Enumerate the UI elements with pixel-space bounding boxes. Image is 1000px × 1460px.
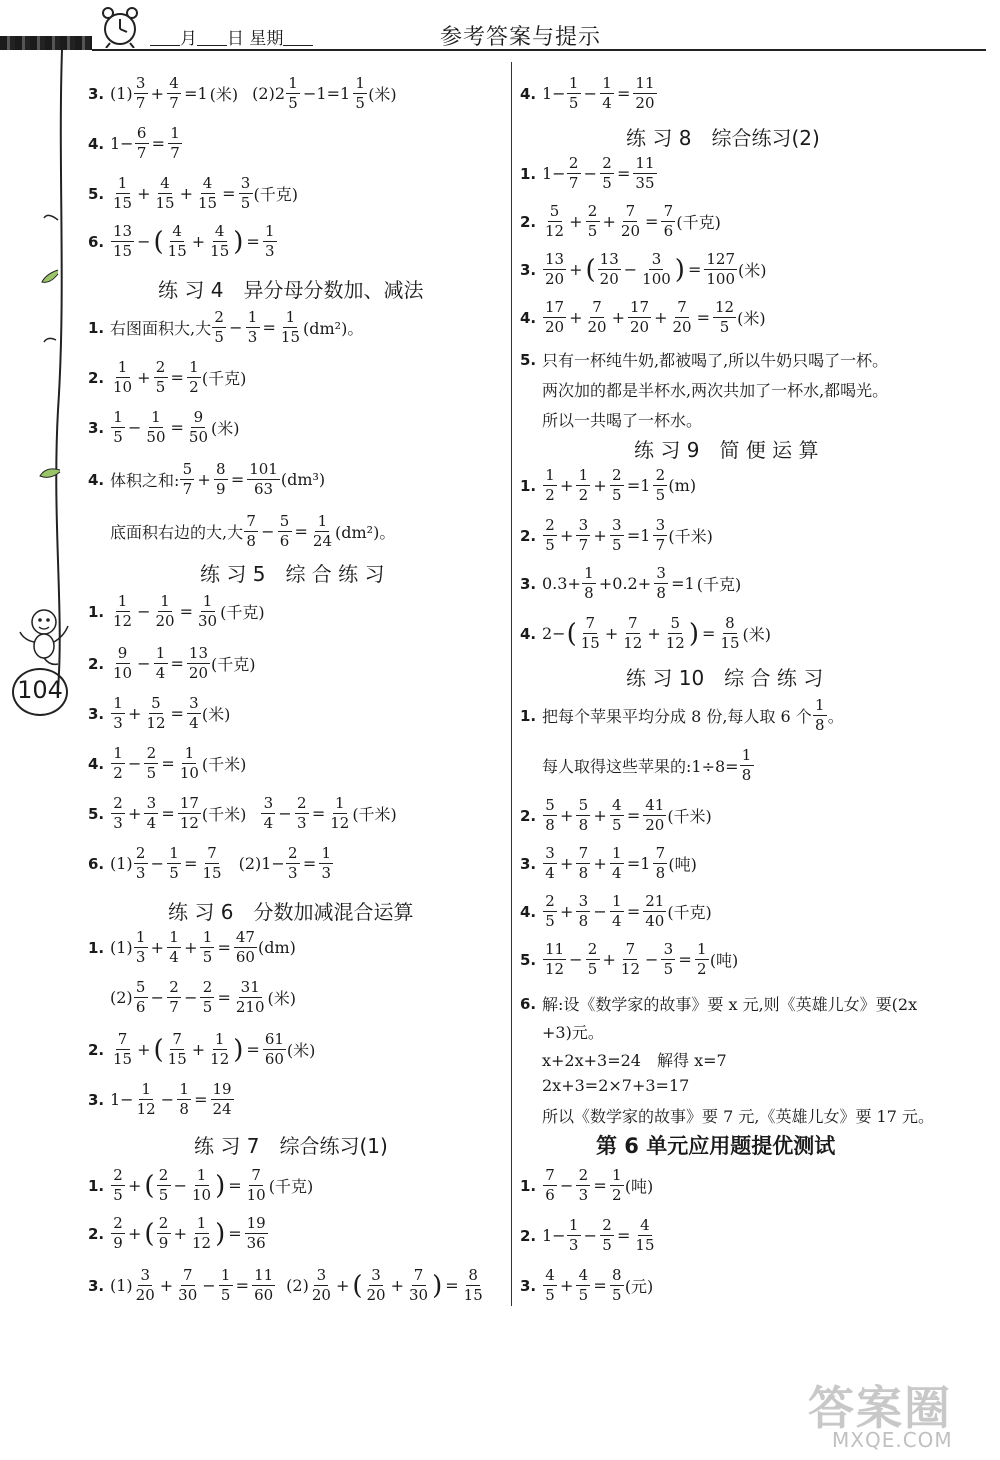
page-title: 参考答案与提示 <box>440 25 602 50</box>
answer-line: 3. 0.3+ $\frac{1}{8}$ +0.2+ $\frac{3}{8}$ =1 (千克) <box>520 564 742 602</box>
answer-line: 4. $\frac{1}{2}$ − $\frac{2}{5}$ = $\frac{1}{10}$ (千米) <box>88 744 247 782</box>
watermark-url: MXQE.COM <box>832 1428 953 1452</box>
answer-line: 2. $\frac{2}{5}$ + $\frac{3}{7}$ + $\frac{3}{5}$ =1 $\frac{3}{7}$ (千米) <box>520 516 713 554</box>
answer-line: 1. 把每个苹果平均分成 8 份,每人取 6 个 $\frac{1}{8}$ 。 <box>520 696 844 734</box>
answer-line: 3. (1) $\frac{3}{20}$ + $\frac{7}{30}$ − $\frac{1}{5}$ = $\frac{11}{60}$ (2) $\frac{3}{20}$ + ( $\frac{3}{20}$ + $\frac{7}{30}$ ) = $\frac{8}{15}$ <box>88 1266 483 1304</box>
answer-line: 2. $\frac{5}{8}$ + $\frac{5}{8}$ + $\frac{4}{5}$ = $\frac{41}{20}$ (千米) <box>520 796 712 834</box>
month-blank <box>150 29 180 46</box>
answer-line: 4. 1− $\frac{1}{5}$ − $\frac{1}{4}$ = $\frac{11}{20}$ <box>520 74 655 112</box>
section-title: 练 习 5 综 合 练 习 <box>200 562 385 586</box>
section-title: 练 习 9 简 便 运 算 <box>634 438 819 462</box>
month-label: 月 <box>180 29 197 49</box>
section-title: 练 习 10 综 合 练 习 <box>626 666 824 690</box>
answer-line: 3. (1) $\frac{3}{7}$ + $\frac{4}{7}$ =1 (米) (2)2 $\frac{1}{5}$ −1=1 $\frac{1}{5}$ (米) <box>88 74 397 112</box>
answer-line: 5. $\frac{1}{15}$ + $\frac{4}{15}$ + $\frac{4}{15}$ = $\frac{3}{5}$ (千克) <box>88 174 298 212</box>
answer-line: 1. 右图面积大,大 $\frac{2}{5}$ − $\frac{1}{3}$ = $\frac{1}{15}$ (dm²)。 <box>88 308 364 346</box>
answer-line: 1. $\frac{1}{2}$ + $\frac{1}{2}$ + $\frac{2}{5}$ =1 $\frac{2}{5}$ (m) <box>520 466 697 504</box>
header-decor-strip <box>0 36 92 50</box>
answer-line: 1. $\frac{1}{12}$ − $\frac{1}{20}$ = $\frac{1}{30}$ (千克) <box>88 592 265 630</box>
answer-line: 4. 1− $\frac{6}{7}$ = $\frac{1}{7}$ <box>88 126 183 161</box>
answer-line: 4. 2− ( $\frac{7}{15}$ + $\frac{7}{12}$ + $\frac{5}{12}$ ) = $\frac{8}{15}$ (米) <box>520 614 771 652</box>
page-header <box>0 0 1000 58</box>
alarm-clock-icon <box>96 4 140 48</box>
answer-line: 3. 1− $\frac{1}{12}$ − $\frac{1}{8}$ = $\frac{19}{24}$ <box>88 1080 232 1118</box>
answer-line: 1. $\frac{7}{6}$ − $\frac{2}{3}$ = $\frac{1}{2}$ (吨) <box>520 1166 654 1204</box>
answer-line: 6. $\frac{13}{15}$ − ( $\frac{4}{15}$ + $\frac{4}{15}$ ) = $\frac{1}{3}$ <box>88 224 278 259</box>
answer-line: 2. $\frac{9}{10}$ − $\frac{1}{4}$ = $\frac{13}{20}$ (千克) <box>88 644 256 682</box>
week-blank <box>283 29 313 46</box>
answer-line: 2. $\frac{5}{12}$ + $\frac{2}{5}$ + $\frac{7}{20}$ = $\frac{7}{6}$ (千克) <box>520 202 721 240</box>
answer-line: 4. 体积之和: $\frac{5}{7}$ + $\frac{8}{9}$ = $\frac{101}{63}$ (dm³) <box>88 460 326 498</box>
answer-line: 2x+3=2×7+3=17 <box>542 1076 690 1095</box>
page-number-text: 104 <box>17 676 63 704</box>
answer-line: 1. $\frac{2}{5}$ + ( $\frac{2}{5}$ − $\frac{1}{10}$ ) = $\frac{7}{10}$ (千克) <box>88 1166 314 1204</box>
answer-line: 两次加的都是半杯水,两次共加了一杯水,都喝光。 <box>542 381 889 400</box>
page-number <box>12 668 70 718</box>
monkey-icon <box>14 604 74 668</box>
day-label: 日 <box>227 29 244 49</box>
answer-line: 5. 只有一杯纯牛奶,都被喝了,所以牛奶只喝了一杯。 <box>520 350 889 370</box>
section-title: 练 习 6 分数加减混合运算 <box>168 900 414 924</box>
answer-line: 所以一共喝了一杯水。 <box>542 411 703 430</box>
column-divider <box>511 62 512 1306</box>
answer-line: 2. $\frac{2}{9}$ + ( $\frac{2}{9}$ + $\frac{1}{12}$ ) = $\frac{19}{36}$ <box>88 1214 266 1252</box>
section-title: 练 习 4 异分母分数加、减法 <box>158 278 424 302</box>
section-title: 练 习 8 综合练习(2) <box>626 126 820 150</box>
section-title: 练 习 7 综合练习(1) <box>194 1134 388 1158</box>
section-title: 第 6 单元应用题提优测试 <box>596 1134 836 1158</box>
answer-line: 4. $\frac{2}{5}$ + $\frac{3}{8}$ − $\frac{1}{4}$ = $\frac{21}{40}$ (千克) <box>520 892 712 930</box>
answer-line: 4. $\frac{17}{20}$ + $\frac{7}{20}$ + $\frac{17}{20}$ + $\frac{7}{20}$ = $\frac{12}{5}$ (米) <box>520 298 766 336</box>
day-blank <box>197 29 227 46</box>
answer-line: x+2x+3=24 解得 x=7 <box>542 1051 727 1070</box>
answer-line: 2. $\frac{7}{15}$ + ( $\frac{7}{15}$ + $\frac{1}{12}$ ) = $\frac{61}{60}$ (米) <box>88 1030 316 1068</box>
date-fields <box>150 24 313 49</box>
answer-line: 3. $\frac{1}{5}$ − $\frac{1}{50}$ = $\frac{9}{50}$ (米) <box>88 408 240 446</box>
answer-line: 6. 解:设《数学家的故事》要 x 元,则《英雄儿女》要(2x <box>520 994 918 1014</box>
answer-line: 2. $\frac{1}{10}$ + $\frac{2}{5}$ = $\frac{1}{2}$ (千克) <box>88 358 247 396</box>
watermark-logo <box>792 1372 992 1458</box>
answer-line: 5. $\frac{11}{12}$ − $\frac{2}{5}$ + $\frac{7}{12}$ − $\frac{3}{5}$ = $\frac{1}{2}$ (吨) <box>520 940 739 978</box>
answer-line: 3. $\frac{3}{4}$ + $\frac{7}{8}$ + $\frac{1}{4}$ =1 $\frac{7}{8}$ (吨) <box>520 844 697 882</box>
answer-line: 底面积右边的大,大 $\frac{7}{8}$ − $\frac{5}{6}$ = $\frac{1}{24}$ (dm²)。 <box>110 512 396 550</box>
answer-line: 3. $\frac{13}{20}$ + ( $\frac{13}{20}$ − $\frac{3}{100}$ ) = $\frac{127}{100}$ (米) <box>520 250 767 288</box>
watermark-text: 答案圈 <box>808 1381 952 1435</box>
answer-line: 1. 1− $\frac{2}{7}$ − $\frac{2}{5}$ = $\frac{11}{35}$ <box>520 154 655 192</box>
answer-line: 3. $\frac{4}{5}$ + $\frac{4}{5}$ = $\frac{8}{5}$ (元) <box>520 1266 654 1304</box>
answer-line: 每人取得这些苹果的:1÷8= $\frac{1}{8}$ <box>542 748 755 783</box>
answer-line: 3. $\frac{1}{3}$ + $\frac{5}{12}$ = $\frac{3}{4}$ (米) <box>88 694 231 732</box>
answer-line: (2) $\frac{5}{6}$ − $\frac{2}{7}$ − $\frac{2}{5}$ = $\frac{31}{210}$ (米) <box>110 978 297 1016</box>
week-label: 星期 <box>249 29 284 49</box>
answer-line: +3)元。 <box>542 1023 604 1042</box>
answer-line: 所以《数学家的故事》要 7 元,《英雄儿女》要 17 元。 <box>542 1107 934 1126</box>
answer-line: 5. $\frac{2}{3}$ + $\frac{3}{4}$ = $\frac{17}{12}$ (千米) $\frac{3}{4}$ − $\frac{2}{3}$ = $\frac{1}{12}$ (千米) <box>88 794 397 832</box>
answer-line: 6. (1) $\frac{2}{3}$ − $\frac{1}{5}$ = $\frac{7}{15}$ (2)1− $\frac{2}{3}$ = $\frac{1}{3}$ <box>88 846 334 881</box>
answer-line: 2. 1− $\frac{1}{3}$ − $\frac{2}{5}$ = $\frac{4}{15}$ <box>520 1216 655 1254</box>
answer-line: 1. (1) $\frac{1}{3}$ + $\frac{1}{4}$ + $\frac{1}{5}$ = $\frac{47}{60}$ (dm) <box>88 928 296 966</box>
